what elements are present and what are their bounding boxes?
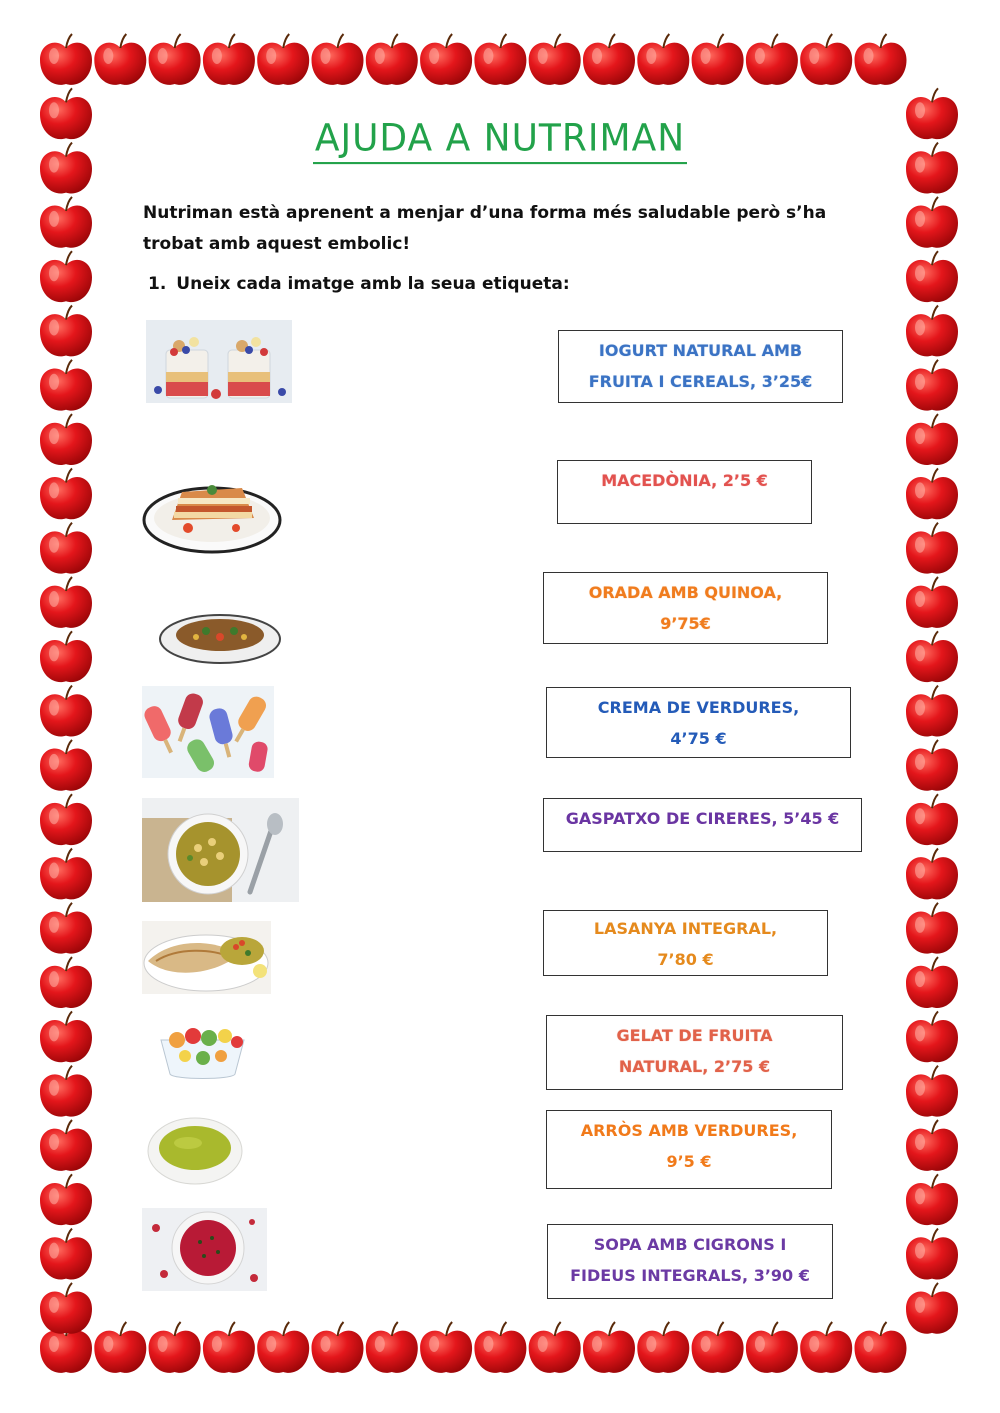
label-crema-line2: 4’75 €	[670, 729, 727, 748]
label-sopa-line2: FIDEUS INTEGRALS, 3’90 €	[570, 1266, 810, 1285]
red-apple-icon	[40, 740, 92, 791]
label-macedonia-line1: MACEDÒNIA, 2’5 €	[601, 471, 768, 490]
red-apple-icon	[906, 794, 958, 845]
label-iogurt-line2: FRUITA I CEREALS, 3’25€	[588, 372, 813, 391]
red-apple-icon	[855, 34, 907, 85]
red-apple-icon	[906, 957, 958, 1008]
label-orada[interactable]	[543, 572, 828, 644]
red-apple-icon	[855, 1322, 907, 1373]
red-apple-icon	[906, 306, 958, 357]
label-gaspatxo[interactable]	[543, 798, 862, 852]
red-apple-icon	[906, 1120, 958, 1171]
red-apple-icon	[800, 34, 852, 85]
red-apple-icon	[906, 686, 958, 737]
chickpea-noodle-soup-image[interactable]	[142, 798, 299, 902]
red-apple-icon	[906, 197, 958, 248]
red-apple-icon	[312, 1322, 364, 1373]
red-apple-icon	[257, 1322, 309, 1373]
red-apple-icon	[40, 34, 92, 85]
vegetable-cream-image[interactable]	[146, 1115, 244, 1186]
label-gelat-line2: NATURAL, 2’75 €	[618, 1057, 771, 1076]
red-apple-icon	[40, 1120, 92, 1171]
red-apple-icon	[906, 1066, 958, 1117]
label-iogurt[interactable]	[558, 330, 843, 403]
red-apple-icon	[40, 468, 92, 519]
red-apple-icon	[40, 523, 92, 574]
red-apple-icon	[420, 34, 472, 85]
red-apple-icon	[40, 360, 92, 411]
red-apple-icon	[366, 34, 418, 85]
red-apple-icon	[906, 631, 958, 682]
red-apple-icon	[637, 34, 689, 85]
label-macedonia[interactable]	[557, 460, 812, 524]
red-apple-icon	[40, 1283, 92, 1334]
red-apple-icon	[40, 794, 92, 845]
label-orada-line2: 9’75€	[660, 614, 711, 633]
cherry-gazpacho-image[interactable]	[142, 1208, 267, 1291]
red-apple-icon	[906, 1174, 958, 1225]
rice-vegetables-image[interactable]	[158, 607, 282, 665]
yogurt-fruit-cereal-image[interactable]	[146, 320, 292, 403]
red-apple-icon	[366, 1322, 418, 1373]
instruction-text: Uneix cada imatge amb la seua etiqueta:	[176, 274, 570, 294]
red-apple-icon	[906, 1283, 958, 1334]
label-gaspatxo-line1: GASPATXO DE CIRERES, 5’45 €	[565, 809, 840, 828]
red-apple-icon	[40, 251, 92, 302]
red-apple-icon	[692, 34, 744, 85]
red-apple-icon	[906, 360, 958, 411]
red-apple-icon	[906, 1229, 958, 1280]
red-apple-icon	[40, 957, 92, 1008]
red-apple-icon	[692, 1322, 744, 1373]
worksheet-title: AJUDA A NUTRIMAN	[0, 118, 1000, 163]
red-apple-icon	[94, 34, 146, 85]
label-gelat-line1: GELAT DE FRUITA	[616, 1026, 773, 1045]
label-lasanya[interactable]	[543, 910, 828, 976]
red-apple-icon	[94, 1322, 146, 1373]
red-apple-icon	[40, 1174, 92, 1225]
red-apple-icon	[40, 1229, 92, 1280]
intro-text: Nutriman està aprenent a menjar d’una forma més saludable però s’ha trobat amb aquest embolic!	[143, 203, 827, 254]
instruction	[148, 274, 570, 294]
red-apple-icon	[906, 523, 958, 574]
red-apple-icon	[746, 1322, 798, 1373]
red-apple-icon	[312, 34, 364, 85]
red-apple-icon	[203, 34, 255, 85]
label-sopa[interactable]	[547, 1224, 833, 1299]
red-apple-icon	[257, 34, 309, 85]
red-apple-icon	[906, 468, 958, 519]
sea-bream-quinoa-image[interactable]	[142, 921, 271, 994]
red-apple-icon	[149, 1322, 201, 1373]
instruction-number: 1.	[148, 274, 167, 294]
red-apple-icon	[906, 414, 958, 465]
label-lasanya-line2: 7’80 €	[657, 950, 714, 969]
lasagna-image[interactable]	[142, 462, 282, 555]
label-lasanya-line1: LASANYA INTEGRAL,	[593, 919, 778, 938]
label-iogurt-line1: IOGURT NATURAL AMB	[598, 341, 803, 360]
red-apple-icon	[149, 34, 201, 85]
label-crema[interactable]	[546, 687, 851, 758]
red-apple-icon	[474, 1322, 526, 1373]
label-arros-line2: 9’5 €	[666, 1152, 712, 1171]
fruit-popsicles-image[interactable]	[142, 686, 274, 778]
red-apple-icon	[40, 1066, 92, 1117]
fruit-salad-image[interactable]	[155, 1018, 250, 1083]
red-apple-icon	[800, 1322, 852, 1373]
label-gelat[interactable]	[546, 1015, 843, 1090]
red-apple-icon	[40, 903, 92, 954]
label-arros-line1: ARRÒS AMB VERDURES,	[580, 1121, 798, 1140]
red-apple-icon	[746, 34, 798, 85]
red-apple-icon	[40, 197, 92, 248]
red-apple-icon	[906, 740, 958, 791]
red-apple-icon	[906, 903, 958, 954]
red-apple-icon	[906, 1011, 958, 1062]
label-orada-line1: ORADA AMB QUINOA,	[588, 583, 783, 602]
red-apple-icon	[40, 686, 92, 737]
red-apple-icon	[40, 577, 92, 628]
label-sopa-line1: SOPA AMB CIGRONS I	[593, 1235, 787, 1254]
red-apple-icon	[40, 631, 92, 682]
red-apple-icon	[583, 34, 635, 85]
red-apple-icon	[529, 34, 581, 85]
red-apple-icon	[529, 1322, 581, 1373]
red-apple-icon	[420, 1322, 472, 1373]
red-apple-icon	[40, 849, 92, 900]
red-apple-icon	[40, 1011, 92, 1062]
red-apple-icon	[637, 1322, 689, 1373]
label-arros[interactable]	[546, 1110, 832, 1189]
red-apple-icon	[906, 849, 958, 900]
red-apple-icon	[40, 306, 92, 357]
red-apple-icon	[906, 251, 958, 302]
red-apple-icon	[203, 1322, 255, 1373]
red-apple-icon	[40, 414, 92, 465]
red-apple-icon	[474, 34, 526, 85]
label-crema-line1: CREMA DE VERDURES,	[597, 698, 800, 717]
red-apple-icon	[906, 577, 958, 628]
red-apple-icon	[583, 1322, 635, 1373]
